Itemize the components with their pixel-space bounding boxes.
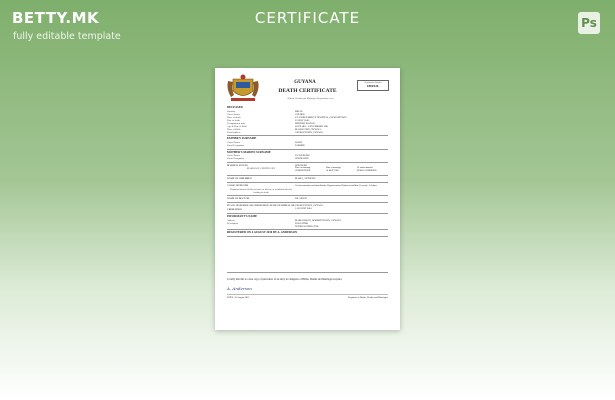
field-value: CULDER xyxy=(295,112,305,116)
field-value: RETIRED PASTOR xyxy=(295,121,315,125)
form-row xyxy=(227,177,388,181)
doctor-section xyxy=(227,196,388,203)
section-title: FATHER'S SURNAME xyxy=(227,136,257,141)
field-label xyxy=(227,225,295,228)
section-title: INFORMANT'S NAME xyxy=(227,214,258,219)
section-title: REGISTERED ON 4 AUGUST 2010 BY A. ANDERSON xyxy=(227,230,298,235)
document-country: GUYANA xyxy=(294,80,316,85)
section-title: NAME OF CHILDREN xyxy=(227,177,252,181)
marriage-columns xyxy=(295,167,388,173)
burial-values xyxy=(295,204,388,211)
marital-section xyxy=(227,163,388,176)
form-row xyxy=(227,197,388,201)
field-value: Cerebrovascular accident/Stroke; Hypertension; Diabetes mellitus (5 years); 1-4 days xyxy=(295,184,377,188)
burial-section xyxy=(227,203,388,214)
column-value: GEORGETOWN xyxy=(295,170,311,173)
field-label: Usual Occupation xyxy=(227,144,245,148)
field-label: Given Names xyxy=(227,154,241,158)
form-row xyxy=(227,157,388,160)
mother-section xyxy=(227,150,388,163)
field-value: MAHAICONY, GUYANA xyxy=(295,127,321,131)
registration-box xyxy=(357,80,389,91)
footer-row xyxy=(227,294,388,299)
coat-of-arms-icon xyxy=(225,73,261,103)
page-title: CERTIFICATE xyxy=(254,9,361,27)
certification-footer xyxy=(227,272,388,299)
field-value: JACQUELINE xyxy=(295,154,310,158)
field-value: BRIAN xyxy=(295,109,303,113)
burial-date: 1 AUGUST 2010 xyxy=(295,207,312,211)
field-value: GEORGETOWN, GUYANA xyxy=(295,130,324,134)
children-section xyxy=(227,176,388,183)
form-row xyxy=(227,131,388,134)
field-value: WIDOWED xyxy=(295,163,307,167)
form-row xyxy=(227,188,388,194)
father-section xyxy=(227,136,388,149)
issue-date: DATE: 10 August 2011 xyxy=(227,296,250,300)
section-title: NAME OF DOCTOR xyxy=(227,197,250,201)
column-value: 14 MAY 1966 xyxy=(326,170,339,173)
registration-label: Registration Number xyxy=(364,82,382,84)
field-value: HOUSEWIFE xyxy=(295,157,309,161)
form-row xyxy=(227,225,388,228)
brand-logo: BETTY.MK xyxy=(12,9,100,27)
field-label: Address xyxy=(227,218,235,222)
field-label: Description xyxy=(227,221,239,225)
document-heading: DEATH CERTIFICATE xyxy=(278,88,337,94)
registrar-title: Registrar of Births, Deaths and Marriages xyxy=(348,296,388,300)
field-value: MARIA BRIAN, ROBERTSTOWN, GUYANA xyxy=(295,218,342,222)
column-head: Place of marriage xyxy=(295,167,311,170)
cause-section xyxy=(227,183,388,196)
field-label: Occupation at time xyxy=(227,121,246,125)
brand-tagline: fully editable template xyxy=(13,31,121,42)
field-label: Given Names xyxy=(227,112,241,116)
registered-section xyxy=(227,230,388,237)
field-value: MARIA, ANTHONY xyxy=(295,177,316,181)
field-label: Usual Occupation xyxy=(227,157,245,161)
field-label: Usual address xyxy=(227,130,241,134)
photoshop-icon: Ps xyxy=(578,12,600,34)
registrar-signature: A. Anderson xyxy=(227,286,252,292)
form-row xyxy=(227,204,388,211)
field-label: Place of death xyxy=(227,115,241,119)
deceased-section xyxy=(227,105,388,136)
field-value: FUNERAL DIRECTOR xyxy=(295,224,319,228)
field-value: FARMER xyxy=(295,144,305,148)
field-value xyxy=(295,188,388,194)
field-label: Surname xyxy=(227,109,236,113)
field-value: ST. JOSEPH MERCY HOSPITAL, GEORGETOWN xyxy=(295,115,347,119)
field-label: Date of death xyxy=(227,118,240,122)
form-row xyxy=(227,167,388,173)
field-value: 23 JULY 2010 xyxy=(295,118,309,122)
field-value: DAUGHTER xyxy=(295,221,309,225)
registration-number: 180012L xyxy=(366,84,380,88)
certification-text: I certify that this is a true copy of particulars of an entry in a Register of Births, Deaths and Marriages Guyana. xyxy=(227,278,343,281)
section-title: CAUSE OF DEATH xyxy=(227,184,248,188)
form-row xyxy=(227,144,388,147)
field-value: DR. SINGH xyxy=(295,197,307,201)
burial-place: GEORGETOWN, GUYANA xyxy=(295,204,324,208)
column-value: MARIA ANDERSON xyxy=(357,170,377,173)
certificate-form xyxy=(227,105,388,237)
field-label: Duration/interval of illness/cause of disease or condition directly leading to death xyxy=(230,187,292,194)
field-value: LEWIS xyxy=(295,141,303,145)
section-title: PLACE OF BURIAL OR CREMATION / DATE OF BURIAL OR CREMATION xyxy=(227,204,295,211)
certificate-preview xyxy=(215,68,400,330)
column-head: To whom married xyxy=(357,167,373,170)
column-head: Date of marriage xyxy=(326,167,341,170)
field-label: Given Names xyxy=(227,141,241,145)
field-value: 68 YEARS - 3 NOVEMBER 1941 xyxy=(295,124,329,128)
column-values xyxy=(295,170,388,173)
field-label: Age & Date of Birth xyxy=(227,124,247,128)
document-subheading: (Births, Deaths and Marriages Registration Act) xyxy=(287,97,334,100)
informant-section xyxy=(227,214,388,230)
field-label: MARRIAGE CERTIFICATE xyxy=(246,167,276,171)
section-title: MOTHER'S MAIDEN SURNAME xyxy=(227,149,271,154)
field-label: Place of Birth xyxy=(227,127,241,131)
section-title: MARITAL STATUS xyxy=(227,163,248,167)
section-title: DECEASED xyxy=(227,105,243,109)
